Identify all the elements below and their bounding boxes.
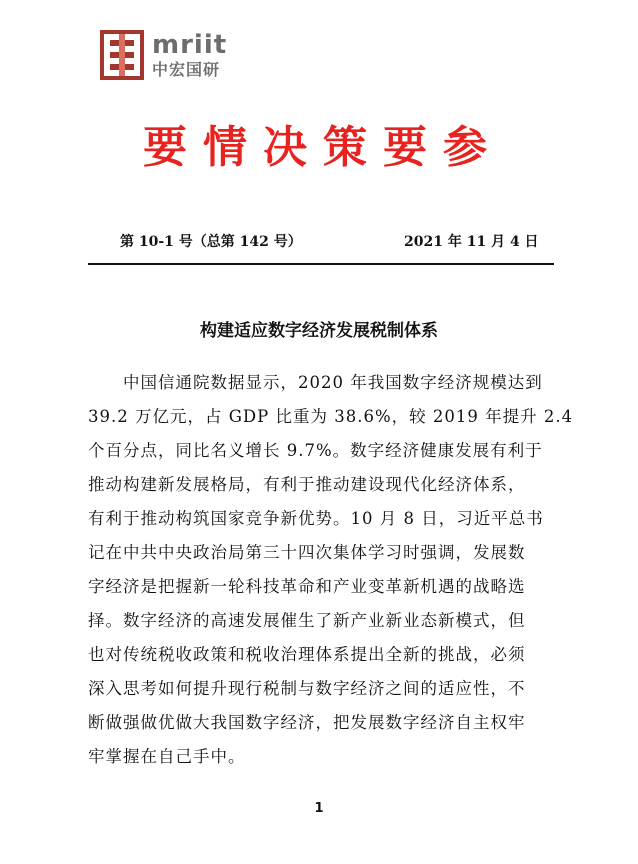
masthead-title: 要情决策要参 [143, 122, 503, 173]
body-line: 有利于推动构筑国家竞争新优势。10 月 8 日，习近平总书 [88, 509, 544, 528]
page-number: 1 [314, 801, 324, 816]
logo-brand-cn: 中宏国研 [152, 60, 221, 79]
body-line: 牢掌握在自己手中。 [88, 747, 246, 766]
article-body [88, 366, 574, 774]
header-divider [88, 263, 554, 265]
article-title: 构建适应数字经济发展税制体系 [200, 321, 438, 341]
body-line: 字经济是把握新一轮科技革命和产业变革新机遇的战略选 [88, 577, 526, 596]
issue-number: 第 10-1 号（总第 142 号） [120, 234, 302, 250]
mriit-logo-icon [100, 30, 144, 80]
logo [100, 30, 230, 82]
issue-date: 2021 年 11 月 4 日 [404, 234, 539, 250]
body-line: 断做强做优做大我国数字经济，把发展数字经济自主权牢 [88, 713, 526, 732]
body-line: 39.2 万亿元，占 GDP 比重为 38.6%，较 2019 年提升 2.4 [88, 407, 574, 426]
body-line: 深入思考如何提升现行税制与数字经济之间的适应性，不 [88, 679, 526, 698]
body-line: 择。数字经济的高速发展催生了新产业新业态新模式，但 [88, 611, 526, 630]
body-line: 中国信通院数据显示，2020 年我国数字经济规模达到 [88, 373, 543, 392]
body-line: 推动构建新发展格局，有利于推动建设现代化经济体系， [88, 475, 526, 494]
body-line: 个百分点，同比名义增长 9.7%。数字经济健康发展有利于 [88, 441, 543, 460]
body-line: 记在中共中央政治局第三十四次集体学习时强调，发展数 [88, 543, 526, 562]
logo-brand-en: mriit [152, 30, 228, 60]
body-line: 也对传统税收政策和税收治理体系提出全新的挑战，必须 [88, 645, 526, 664]
